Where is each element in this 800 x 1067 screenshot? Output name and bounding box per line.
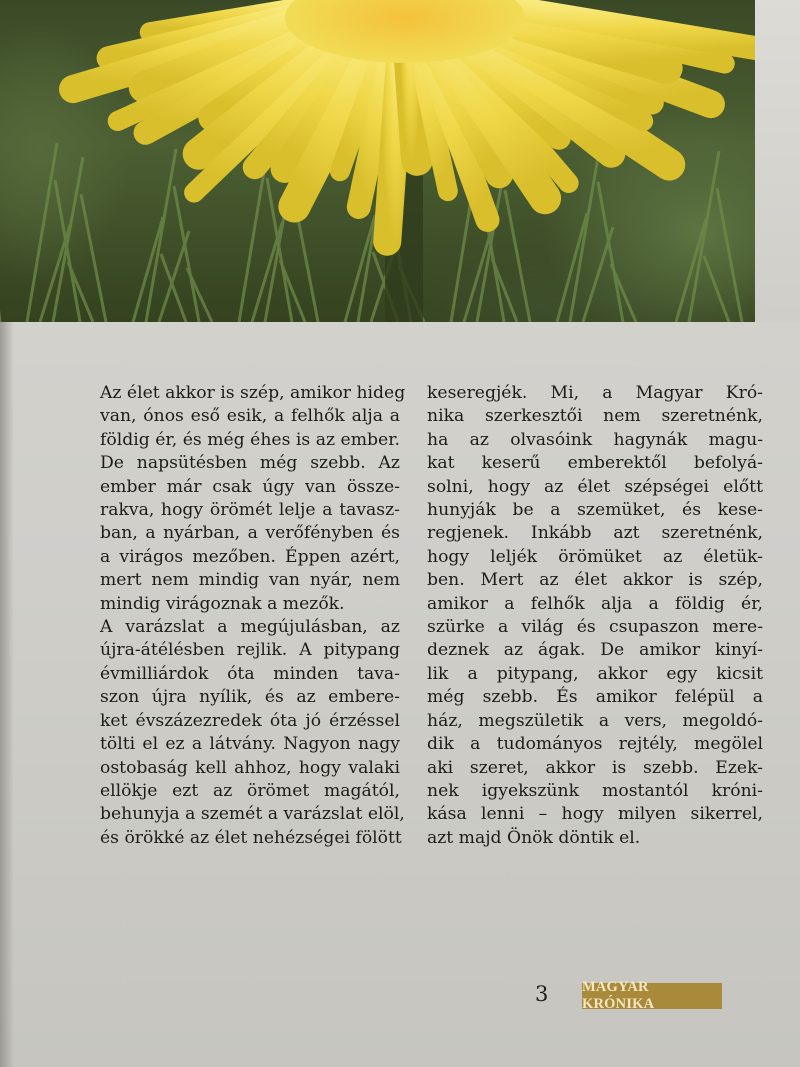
grass-blade [53,157,83,322]
grass-blade [598,182,623,322]
article-line: földig ér, és még éhes is az ember. [100,429,400,450]
article-right-column [427,382,763,850]
grass-blade [570,145,600,322]
article-line: még szebb. És amikor felépül a [427,687,763,708]
article-line: keseregjék. Mi, a Magyar Kró- [427,383,763,403]
article-line: tölti el ez a látvány. Nagyon nagy [100,734,400,755]
article-line: azt majd Önök döntik el. [427,827,641,848]
page-number: 3 [535,982,549,1006]
article-line: van, ónos eső esik, a felhők alja a [100,406,400,427]
article-line: A varázslat a megújulásban, az [100,617,400,638]
article-line: Az élet akkor is szép, amikor hideg [100,383,406,403]
grass-blade [27,143,57,322]
article-line: behunyja a szemét a varázslat elöl, [100,804,405,825]
article-line: ostobaság kell ahhoz, hogy valaki [100,757,400,778]
grass-blade [689,151,719,322]
article-line: szon újra nyílik, és az embere- [100,687,400,708]
article-body [100,382,770,942]
article-line: mindig virágoznak a mezők. [100,593,345,614]
dandelion-flower-icon [0,0,755,322]
article-line: mert nem mindig van nyár, nem [100,570,400,591]
binding-shadow [0,320,14,1067]
article-line: ha az olvasóink hagynák magu- [427,429,763,450]
grass-blade [146,149,176,322]
article-line: és örökké az élet nehézségei fölött [100,827,402,848]
article-line: ellökje ezt az örömet magától, [100,780,400,801]
article-line: szürke a világ és csupaszon mere- [427,617,763,638]
article-line: ház, megszületik a vers, megoldó- [427,710,763,731]
article-line: hogy leljék örömüket az életük- [427,546,763,567]
article-line: amikor a felhők alja a földig ér, [427,593,763,614]
dandelion-photo [0,0,755,322]
article-line: nika szerkesztői nem szeretnénk, [427,406,763,427]
article-line: De napsütésben még szebb. Az [100,453,400,474]
article-line: kat keserű emberektől befolyá- [427,453,763,474]
article-line: kása lenni – hogy milyen sikerrel, [427,804,763,825]
page-edge [755,0,800,322]
grass-blade [704,256,729,322]
article-line: ket évszázezredek óta jó érzéssel [100,710,400,731]
article-line: lik a pitypang, akkor egy kicsit [427,663,763,684]
article-line: aki szeret, akkor is szebb. Ezek- [427,757,763,778]
article-line: ban, a nyárban, a verőfényben és [100,523,400,544]
article-line: ben. Mert az élet akkor is szép, [427,570,763,591]
grass-blade [161,254,186,322]
article-line: dik a tudományos rejtély, megölel [427,734,763,755]
article-line: nek igyekszünk mostantól króni- [427,780,763,801]
article-line: rakva, hogy örömét lelje a tavasz- [100,500,400,521]
article-line: a virágos mezőben. Éppen azért, [100,546,400,567]
article-line: solni, hogy az élet szépségei előtt [427,476,763,497]
article-line: deznek az ágak. De amikor kinyí- [427,640,763,661]
article-line: évmilliárdok óta minden tava- [100,663,400,684]
article-line: hunyják be a szemüket, és kese- [427,500,763,521]
article-line: ember már csak úgy van össze- [100,476,400,497]
publication-badge: MAGYAR KRÓNIKA [582,983,722,1009]
article-left-column [100,382,406,850]
article-line: regjenek. Inkább azt szeretnénk, [427,523,763,544]
article-line: újra-átélésben rejlik. A pitypang [100,640,400,661]
